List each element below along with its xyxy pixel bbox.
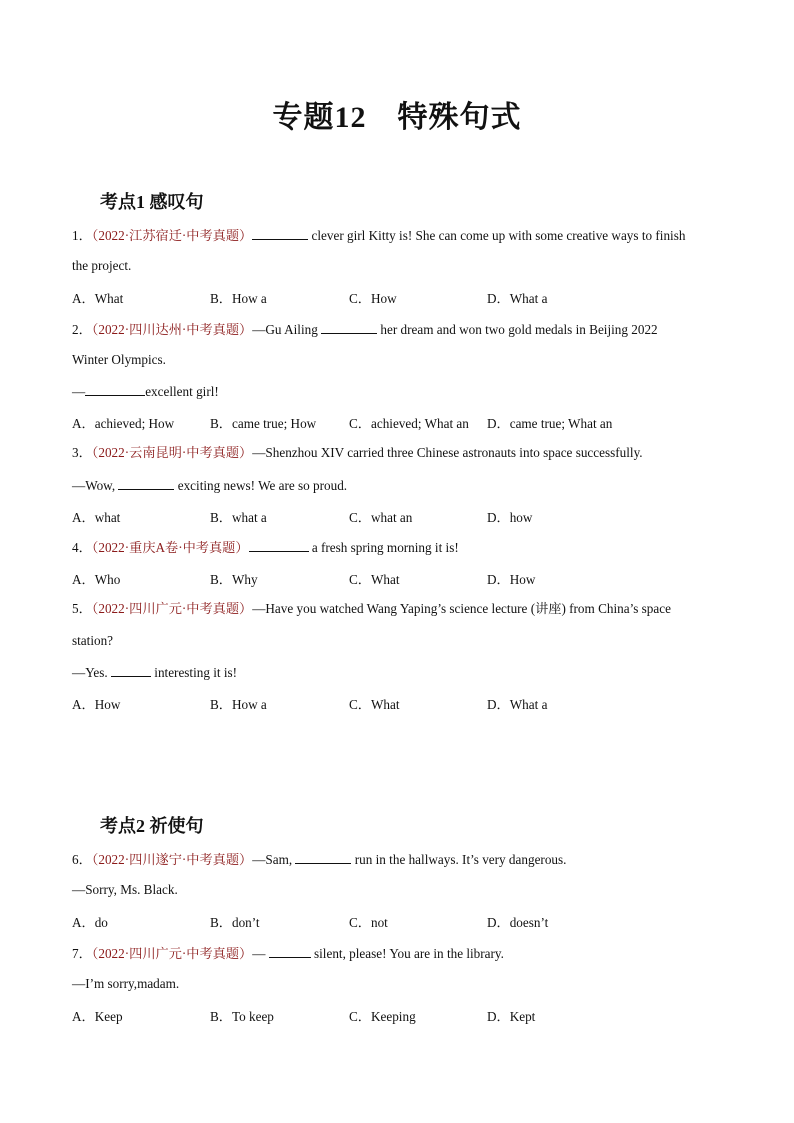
option-a[interactable]: A．what — [72, 510, 121, 525]
option-c[interactable]: C．What — [349, 697, 400, 712]
question-1-line-2: the project. — [72, 258, 132, 273]
question-3: 3．（2022·云南昆明·中考真题）—Shenzhou XIV carried three Chinese astronauts into space successfully. — [72, 445, 643, 460]
option-c[interactable]: C．what an — [349, 510, 413, 525]
question-6-line-2: —Sorry, Ms. Black. — [72, 882, 178, 897]
option-a[interactable]: A．achieved; How — [72, 416, 175, 431]
section-heading-exclamatory: 考点1 感叹句 — [100, 192, 204, 212]
answer-blank[interactable] — [118, 476, 174, 490]
option-d[interactable]: D．doesn’t — [487, 915, 549, 930]
answer-blank[interactable] — [295, 850, 351, 864]
option-c[interactable]: C．achieved; What an — [349, 416, 469, 431]
option-b[interactable]: B．To keep — [210, 1009, 274, 1024]
option-a[interactable]: A．Who — [72, 572, 121, 587]
question-6: 6．（2022·四川遂宁·中考真题）—Sam, run in the hallways. It’s very dangerous. — [72, 852, 567, 867]
option-c[interactable]: C．What — [349, 572, 400, 587]
option-d[interactable]: D．came true; What an — [487, 416, 613, 431]
question-source: （2022·四川广元·中考真题） — [91, 946, 253, 961]
answer-blank[interactable] — [252, 226, 308, 240]
answer-blank[interactable] — [321, 320, 377, 334]
answer-blank[interactable] — [249, 538, 309, 552]
answer-blank[interactable] — [85, 382, 145, 396]
question-2-line-2: Winter Olympics. — [72, 352, 166, 367]
question-7-line-2: —I’m sorry,madam. — [72, 976, 180, 991]
option-b[interactable]: B．don’t — [210, 915, 260, 930]
question-5-line-3: —Yes. interesting it is! — [72, 665, 238, 680]
answer-blank[interactable] — [269, 944, 311, 958]
question-source: （2022·云南昆明·中考真题） — [91, 445, 253, 460]
option-c[interactable]: C．not — [349, 915, 388, 930]
page-title: 专题12 特殊句式 — [272, 101, 522, 134]
option-b[interactable]: B．what a — [210, 510, 267, 525]
option-a[interactable]: A．Keep — [72, 1009, 123, 1024]
option-d[interactable]: D．What a — [487, 291, 548, 306]
question-source: （2022·四川达州·中考真题） — [91, 322, 253, 337]
option-c[interactable]: C．Keeping — [349, 1009, 416, 1024]
question-7: 7．（2022·四川广元·中考真题）— silent, please! You are in the library. — [72, 946, 504, 961]
option-d[interactable]: D．What a — [487, 697, 548, 712]
question-source: （2022·四川广元·中考真题） — [91, 601, 253, 616]
question-source: （2022·四川遂宁·中考真题） — [91, 852, 253, 867]
option-c[interactable]: C．How — [349, 291, 397, 306]
question-5-line-2: station? — [72, 633, 114, 648]
question-3-line-2: —Wow, exciting news! We are so proud. — [72, 478, 348, 493]
option-b[interactable]: B．came true; How — [210, 416, 317, 431]
option-d[interactable]: D．How — [487, 572, 536, 587]
option-d[interactable]: D．Kept — [487, 1009, 536, 1024]
option-a[interactable]: A．do — [72, 915, 108, 930]
question-source: （2022·重庆A卷·中考真题） — [91, 540, 249, 555]
option-b[interactable]: B．Why — [210, 572, 258, 587]
question-2: 2．（2022·四川达州·中考真题）—Gu Ailing her dream and won two gold medals in Beijing 2022 — [72, 322, 658, 337]
question-source: （2022·江苏宿迁·中考真题） — [91, 228, 253, 243]
section-heading-imperative: 考点2 祈使句 — [100, 816, 204, 836]
question-1: 1．（2022·江苏宿迁·中考真题） clever girl Kitty is! She can come up with some creative ways to finish — [72, 228, 686, 243]
option-b[interactable]: B．How a — [210, 291, 267, 306]
question-4: 4．（2022·重庆A卷·中考真题） a fresh spring morning it is! — [72, 540, 459, 555]
question-5: 5．（2022·四川广元·中考真题）—Have you watched Wang Yaping’s science lecture (讲座) from China’s space — [72, 601, 671, 616]
option-a[interactable]: A．What — [72, 291, 124, 306]
option-a[interactable]: A．How — [72, 697, 121, 712]
option-d[interactable]: D．how — [487, 510, 533, 525]
option-b[interactable]: B．How a — [210, 697, 267, 712]
answer-blank[interactable] — [111, 663, 151, 677]
question-2-line-3: — excellent girl! — [72, 384, 219, 399]
